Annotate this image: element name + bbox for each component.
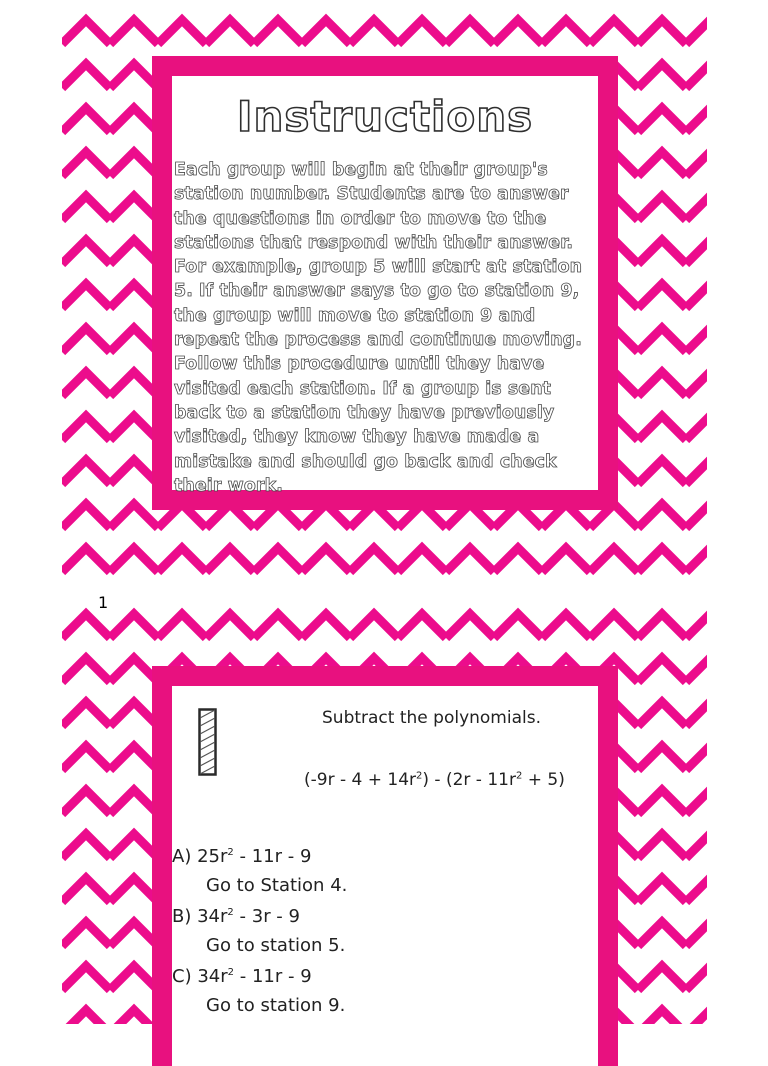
choice-rest: - 11r - 9 [233, 846, 312, 867]
polynomial-expression [304, 770, 565, 790]
expr-part: + 5) [522, 770, 565, 790]
choice-exponent: 2 [227, 847, 234, 858]
choice-exponent: 2 [227, 907, 234, 918]
answer-choice-c [172, 966, 592, 1026]
station-card [62, 593, 707, 1024]
choice-letter: B) [172, 906, 192, 927]
station-frame [98, 593, 618, 1066]
station-number: 1 [98, 593, 109, 612]
choice-term: 25r [197, 846, 228, 867]
answer-choices [172, 846, 592, 1026]
answer-text [172, 966, 312, 987]
instructions-title: Instructions [236, 92, 534, 141]
expr-exponent: 2 [515, 770, 523, 782]
goto-instruction: Go to Station 4. [206, 875, 348, 896]
choice-term: 34r [197, 906, 228, 927]
expr-exponent: 2 [416, 770, 423, 782]
choice-exponent: 2 [227, 967, 235, 978]
answer-text [172, 906, 300, 927]
instructions-frame [152, 56, 618, 510]
answer-choice-a [172, 846, 592, 906]
choice-term: 34r [197, 966, 228, 987]
choice-rest: - 3r - 9 [233, 906, 300, 927]
question-prompt: Subtract the polynomials. [322, 708, 541, 728]
answer-choice-b [172, 906, 592, 966]
instructions-card [62, 10, 707, 582]
goto-instruction: Go to station 9. [206, 995, 346, 1016]
instructions-body: Each group will begin at their group's station number. Students are to answer the questions in order to move to the stations that respond with their answer. For example, group 5 will start at station 5. If their answer says to go to station 9, the group will move to station 9 and repeat the process and continue moving. Follow this procedure until they have visited each station. If a group is sent back to a station they have previously visited, they know they have made a mistake and should go back and check their work. [174, 160, 583, 496]
station-number-graphic [98, 593, 217, 776]
answer-text [172, 846, 311, 867]
choice-letter: A) [172, 846, 192, 867]
expr-part: (-9r - 4 + 14r [304, 770, 417, 790]
expr-part: ) - (2r - 11r [422, 770, 516, 790]
choice-rest: - 11r - 9 [234, 966, 312, 987]
goto-instruction: Go to station 5. [206, 935, 346, 956]
choice-letter: C) [172, 966, 192, 987]
